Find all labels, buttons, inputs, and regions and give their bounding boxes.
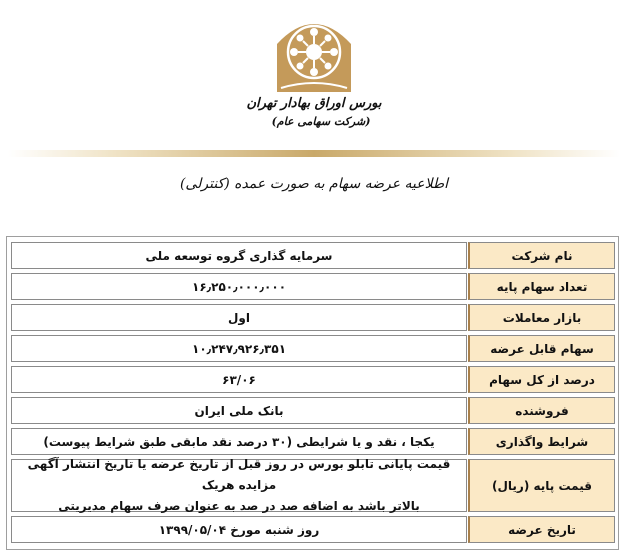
base-shares-label: تعداد سهام پایه: [468, 273, 615, 300]
offering-date-label: تاریخ عرضه: [468, 516, 615, 543]
market-value: اول: [11, 304, 467, 331]
document-header: [0, 0, 628, 160]
tehran-stock-exchange-logo: [271, 8, 357, 92]
company-name-value: سرمایه گذاری گروه توسعه ملی: [11, 242, 467, 269]
offering-date-value: روز شنبه مورخ ۱۳۹۹/۰۵/۰۴: [11, 516, 467, 543]
offered-shares-label: سهام قابل عرضه: [468, 335, 615, 362]
company-type: (شرکت سهامی عام): [271, 115, 371, 128]
header-divider: [8, 150, 620, 157]
base-shares-value: ۱۶٫۲۵۰٫۰۰۰٫۰۰۰: [11, 273, 467, 300]
table-row: [11, 459, 615, 512]
seller-label: فروشنده: [468, 397, 615, 424]
notice-title: اطلاعیه عرضه سهام به صورت عمده (کنترلی): [179, 176, 449, 192]
table-row: [11, 366, 615, 393]
offered-shares-value: ۱۰٫۲۴۷٫۹۲۶٫۳۵۱: [11, 335, 467, 362]
table-row: [11, 242, 615, 269]
table-row: [11, 335, 615, 362]
table-row: [11, 304, 615, 331]
table-row: [11, 273, 615, 300]
base-price-line-1: قیمت پایانی تابلو بورس در روز قبل از تاریخ عرضه یا تاریخ انتشار آگهی مزایده هریک: [27, 457, 451, 492]
logo-emblem-icon: [271, 8, 357, 92]
base-price-label: قیمت پایه (ریال): [468, 459, 615, 512]
market-label: بازار معاملات: [468, 304, 615, 331]
base-price-value: [11, 459, 467, 512]
table-row: [11, 516, 615, 543]
share-percentage-value: ۶۳/۰۶: [11, 366, 467, 393]
table-row: [11, 428, 615, 455]
exchange-name: بورس اوراق بهادار تهران: [246, 96, 382, 111]
transfer-terms-value: یکجا ، نقد و یا شرایطی (۳۰ درصد نقد مابقی طبق شرایط پیوست): [11, 428, 467, 455]
share-percentage-label: درصد از کل سهام: [468, 366, 615, 393]
company-name-label: نام شرکت: [468, 242, 615, 269]
base-price-line-2: بالاتر باشد به اضافه صد در صد به عنوان صرف سهام مدیریتی: [58, 499, 420, 513]
exchange-brand: [0, 96, 628, 128]
offering-details-table: [6, 236, 619, 550]
seller-value: بانک ملی ایران: [11, 397, 467, 424]
transfer-terms-label: شرایط واگذاری: [468, 428, 615, 455]
table-row: [11, 397, 615, 424]
